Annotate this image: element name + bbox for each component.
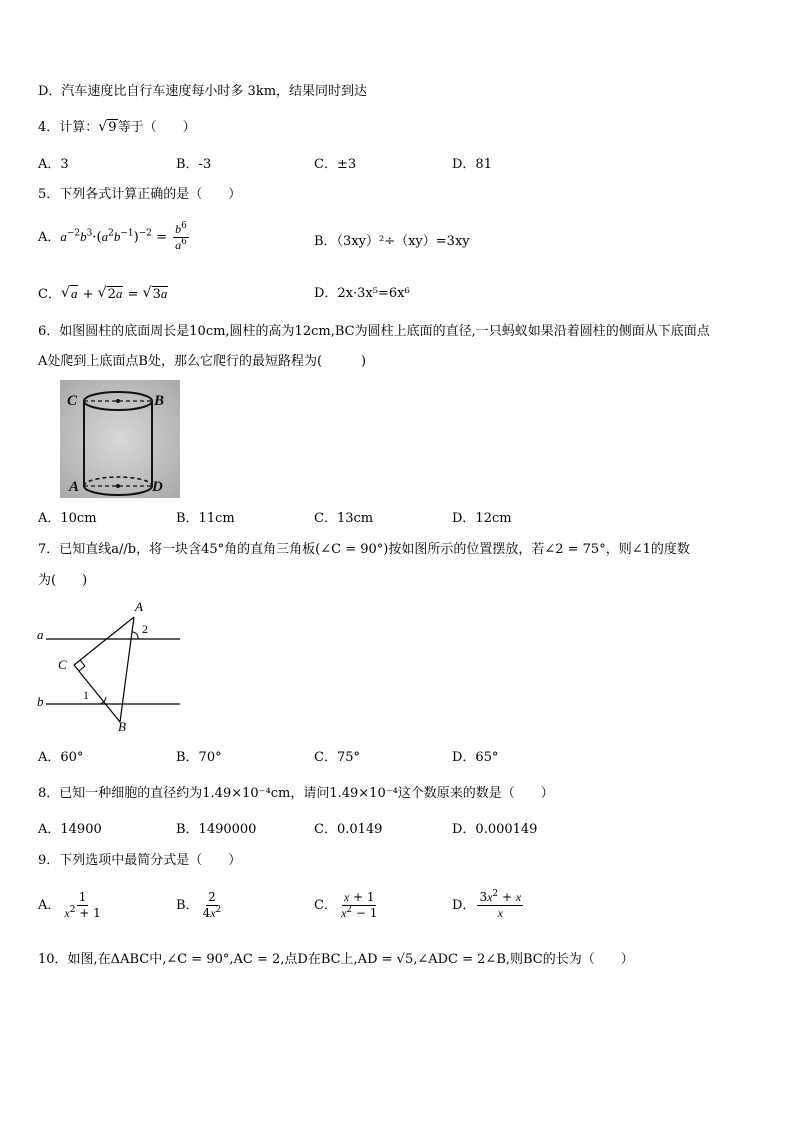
angle-label-2: 2: [142, 622, 148, 636]
q4-option-a: A．3: [38, 157, 69, 172]
q9-option-c: C． $\frac{x + 1}{x^2 - 1}$: [314, 890, 378, 920]
q4-option-d: D．81: [452, 157, 492, 172]
q4-stem: [38, 119, 196, 137]
q9-option-b: B． $\frac{2}{4x^2}$: [176, 890, 222, 920]
q6-line1: 6．如图圆柱的底面周长是10cm,圆柱的高为12cm,BC为圆柱上底面的直径,一只蚂蚁如果沿着圆柱的侧面从下底面点: [38, 324, 710, 339]
q5-option-a: A．$a^{-2}b^3\cdot(a^2b^{-1})^{-2}$ = $\frac{b^6}{a^6}$: [38, 221, 187, 252]
angle-label-1: 1: [83, 688, 89, 702]
q4-option-b: B．-3: [176, 157, 212, 172]
q6-option-b: B．11cm: [176, 511, 235, 526]
q4-suffix: 等于（ ）: [117, 120, 196, 135]
triangle-label-b: B: [118, 719, 126, 734]
q9-stem: 9．下列选项中最简分式是（ ）: [38, 853, 242, 868]
q9-option-a: A． $\frac{1}{x^2 + 1}$: [38, 890, 101, 920]
q8-option-c: C．0.0149: [314, 822, 383, 837]
cylinder-label-d: D: [152, 479, 163, 495]
line-label-a: a: [37, 627, 44, 642]
q9-b-label: B．: [176, 898, 199, 913]
cylinder-label-b: B: [154, 393, 165, 409]
q7-option-a: A．60°: [38, 750, 84, 765]
q4-prefix: 4．计算：: [38, 120, 99, 135]
q7-option-b: B．70°: [176, 750, 222, 765]
q5-option-c: C．√ a + √ 2a = √ 3a: [38, 285, 168, 304]
q3-option-d: D．汽车速度比自行车速度每小时多 3km，结果同时到达: [38, 84, 368, 99]
q5-stem: 5．下列各式计算正确的是（ ）: [38, 187, 242, 202]
q8-option-d: D．0.000149: [452, 822, 538, 837]
q8-option-a: A．14900: [38, 822, 102, 837]
q7-line2: 为( ): [38, 573, 88, 588]
q5-a-fraction: $\frac{b^6}{a^6}$: [175, 221, 187, 252]
q7-line1: 7．已知直线a//b，将一块含45°角的直角三角板(∠C = 90°)按如图所示的位置摆放，若∠2 = 75°，则∠1的度数: [38, 542, 690, 557]
cylinder-figure: [60, 380, 180, 498]
triangle-label-c: C: [58, 657, 67, 672]
q6-option-d: D．12cm: [452, 511, 512, 526]
q6-option-c: C．13cm: [314, 511, 374, 526]
q5-option-b: B．（3xy）²÷（xy）=3xy: [314, 234, 470, 249]
q8-stem: 8．已知一种细胞的直径约为1.49×10⁻⁴cm，请问1.49×10⁻⁴这个数原来的数是（ ）: [38, 786, 554, 801]
q9-c-label: C．: [314, 898, 337, 913]
q4-option-c: C．±3: [314, 157, 357, 172]
q9-a-label: A．: [38, 898, 61, 913]
cylinder-label-c: C: [67, 393, 78, 409]
triangle-figure: [34, 598, 184, 738]
cylinder-label-a: A: [69, 479, 80, 495]
q5-option-d: D．2x·3x⁵=6x⁶: [314, 286, 410, 301]
q8-option-b: B．1490000: [176, 822, 257, 837]
q4-radicand: 9: [108, 120, 117, 135]
line-label-b: b: [37, 694, 44, 709]
q10-stem: 10．如图,在ΔABC中,∠C = 90°,AC = 2,点D在BC上,AD = √5,∠ADC = 2∠B,则BC的长为（ ）: [38, 952, 634, 967]
q7-option-d: D．65°: [452, 750, 499, 765]
triangle-label-a: A: [135, 599, 143, 614]
q6-option-a: A．10cm: [38, 511, 97, 526]
q5-a-label: A．: [38, 230, 61, 245]
q7-option-c: C．75°: [314, 750, 360, 765]
q6-line2: A处爬到上底面点B处，那么它爬行的最短路程为( ): [38, 354, 367, 369]
q9-d-label: D．: [452, 898, 476, 913]
q9-option-d: D． $\frac{3x^2 + x}{x}$: [452, 889, 522, 920]
sqrt-symbol: [98, 119, 117, 137]
q5-c-label: C．: [38, 287, 61, 302]
